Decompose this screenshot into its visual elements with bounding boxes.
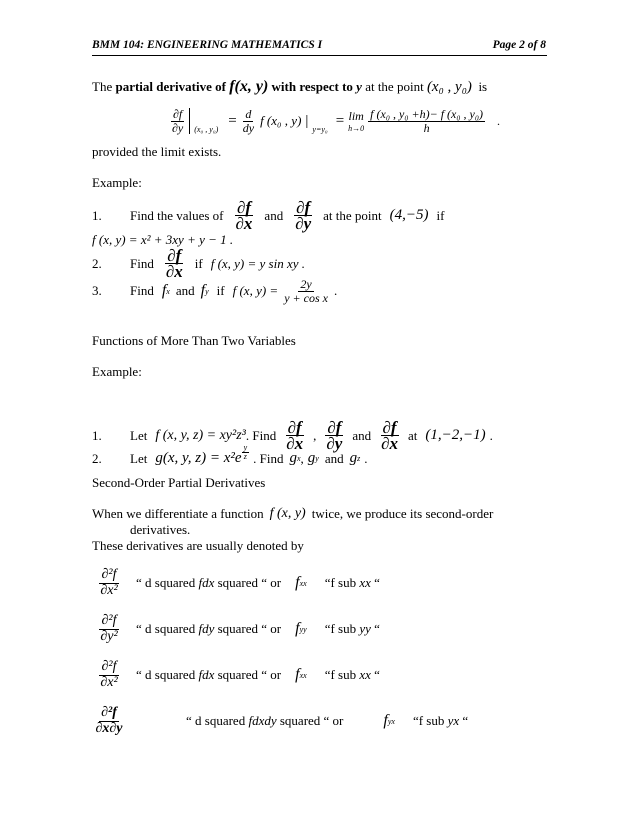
paragraph-function: f (x, y) (269, 506, 306, 521)
item-if: if (216, 283, 225, 299)
definition-intro (92, 78, 487, 96)
partial-f-partial-y (293, 200, 313, 232)
item-number: 3. (92, 283, 102, 299)
item-and: and (175, 283, 195, 299)
subscript-symbol: f (383, 712, 388, 730)
gy-symbol: g (307, 450, 316, 466)
item-and: and (324, 450, 344, 466)
d-over-dy (241, 108, 256, 134)
item-number: 2. (92, 255, 102, 271)
reading-a: “f sub (324, 575, 360, 591)
second-partial-denominator: ∂x² (100, 582, 118, 598)
item-at: at (408, 427, 418, 443)
item-expression: f (x, y, z) = xy²z³ (155, 427, 246, 443)
reading (325, 621, 380, 637)
item-if: if (194, 255, 203, 271)
partial-f-partial-x (164, 248, 185, 280)
reading-var: yy (359, 621, 371, 637)
limit-note: provided the limit exists. (92, 144, 222, 159)
item-text2: at the point (323, 207, 382, 223)
reading-a: “f sub (412, 713, 448, 729)
partial-f-partial-x-2 (379, 420, 400, 452)
item-find: . Find (245, 427, 277, 443)
notation-row (92, 660, 380, 690)
reading (413, 713, 468, 729)
pronunciation-b: squared “ or (214, 575, 282, 591)
second-partial-denominator: ∂x² (100, 674, 118, 690)
item-lhs: f (x, y) = (232, 283, 279, 299)
example1-item-1 (92, 200, 444, 232)
example2-item-2: 2. Let g(x, y, z) = x²e $\frac{y}{z}$ . Find g x , g y and g z . (92, 443, 368, 466)
reading-b: “ (370, 575, 380, 591)
lim-subscript: h→0 (348, 124, 365, 134)
pronunciation-b: squared “ or (276, 713, 344, 729)
limit (348, 109, 364, 133)
gx-symbol: g (289, 450, 297, 466)
pd-den: ∂x (235, 214, 253, 234)
f-x0-y: f (x₀ , y) (260, 113, 302, 129)
section-title-second-order: Second-Order Partial Derivatives (92, 475, 266, 490)
course-header: BMM 104: ENGINEERING MATHEMATICS I (92, 39, 323, 51)
example1-item-2 (92, 248, 305, 280)
item-point: (1,−2,−1) (425, 427, 486, 444)
pd-den: ∂x (381, 434, 399, 454)
fraction-numerator: 2y (300, 277, 312, 291)
partial-f-partial-x (234, 200, 255, 232)
pd-den: ∂x (286, 434, 304, 454)
pd-num: ∂f (287, 418, 302, 437)
item-text: Find (130, 283, 154, 299)
subscript-symbol: f (295, 574, 300, 592)
reading-b: “ (459, 713, 469, 729)
pronunciation-f: fdy (198, 621, 215, 637)
fraction-denominator: y + cos x (284, 290, 328, 305)
item-and: and (264, 207, 284, 223)
paragraph-text: When we differentiate a function (92, 506, 264, 521)
partial-f-partial-x (284, 420, 305, 452)
dq-denominator: h (423, 120, 430, 135)
pd-num: ∂f (296, 198, 311, 217)
item-text: Let (130, 450, 148, 466)
formula-period: . (497, 113, 501, 128)
subscript-label: xx (299, 670, 307, 680)
intro-text2: at the point (361, 79, 427, 94)
example1-item-1-function: f (x, y) = x² + 3xy + y − 1 . (92, 232, 234, 247)
page-number: Page 2 of 8 (492, 39, 546, 51)
reading (325, 667, 380, 683)
equals-1: = (228, 112, 237, 129)
item-expression: g(x, y, z) = x²e (155, 450, 242, 466)
item-text: Find (130, 255, 154, 271)
example2-item-1 (92, 420, 493, 452)
second-partial-denominator: ∂x∂y (95, 720, 123, 736)
gz-symbol: g (349, 450, 358, 466)
pd-den: ∂x (165, 262, 183, 282)
reading-var: xx (359, 575, 371, 591)
reading (325, 575, 380, 591)
dq-numerator: f (x₀ , y₀ +h)− f (x₀ , y₀) (370, 107, 484, 121)
item-comma: , (313, 427, 317, 443)
fx-symbol: f (161, 282, 167, 300)
pronunciation (136, 667, 281, 683)
partial-f-over-partial-y (170, 108, 185, 134)
intro-variable: y (356, 79, 362, 94)
second-partial-numerator: ∂²f (101, 659, 117, 674)
item-number: 1. (92, 427, 102, 443)
pronunciation-f: fdx (198, 667, 215, 683)
item-period: . (333, 283, 338, 299)
header-rule (92, 55, 547, 56)
item-text: Let (130, 427, 148, 443)
d-denominator: dy (242, 120, 255, 135)
equals-2: = (335, 112, 345, 129)
example-heading-2: Example: (92, 364, 142, 379)
item-point: (4,−5) (389, 207, 429, 224)
fx-subscript: x (166, 286, 170, 296)
lim-text: lim (348, 109, 364, 124)
fy-subscript: y (205, 286, 209, 296)
subscript-label: yy (299, 624, 307, 634)
intro-point: (x₀ , y₀) (426, 79, 472, 95)
eval-subscript: y=y₀ (312, 125, 328, 135)
reading-a: “f sub (324, 667, 360, 683)
lhs-denominator: ∂y (172, 120, 184, 135)
pd-num: ∂f (236, 198, 251, 217)
pronunciation-a: “ d squared (186, 713, 249, 729)
subscript-label: xx (299, 578, 307, 588)
second-partial-fraction (92, 568, 126, 598)
exponent-numerator: y (243, 443, 248, 452)
item-fraction (282, 278, 330, 304)
item-number: 2. (92, 450, 102, 466)
pronunciation-b: squared “ or (214, 667, 282, 683)
item-number: 1. (92, 207, 102, 223)
intro-bold2: with respect to (268, 79, 357, 94)
reading-a: “f sub (324, 621, 360, 637)
example-heading-1: Example: (92, 175, 142, 190)
pd-num: ∂f (382, 418, 397, 437)
notation-row (92, 706, 468, 736)
reading-b: “ (370, 667, 380, 683)
pronunciation-a: “ d squared (136, 575, 199, 591)
lhs-subscript: (x₀ , y₀) (194, 125, 219, 135)
gz-subscript: z (357, 454, 361, 463)
pronunciation (136, 621, 281, 637)
pd-num: ∂f (327, 418, 342, 437)
notation-row (92, 568, 380, 598)
reading-var: yx (447, 713, 460, 729)
pd-num: ∂f (167, 246, 182, 265)
reading-b: “ (370, 621, 380, 637)
intro-bold: partial derivative of (115, 79, 230, 94)
evaluation-bar (189, 108, 190, 134)
pronunciation-f: fdx (198, 575, 215, 591)
second-partial-fraction (92, 706, 126, 736)
pronunciation-a: “ d squared (136, 621, 199, 637)
second-partial-numerator: ∂²f (101, 567, 117, 582)
example1-item-3 (92, 278, 337, 304)
fy-symbol: f (200, 282, 206, 300)
item-expression: f (x, y) = y sin xy . (210, 255, 306, 271)
second-partial-denominator: ∂y² (100, 628, 118, 644)
definition-formula: $\frac{\partial f}{\partial y}$ (x₀ , y₀) = $\frac{d}{dy}$ f (x₀ , y) | y=y₀ = lim h→0 $\frac{\text{f (x₀ , y₀ +h)− f (x₀ , y₀)}}{h}$ . (172, 107, 501, 135)
notation-row (92, 614, 380, 644)
second-partial-numerator: ∂²f (101, 705, 117, 720)
item-and: and (352, 427, 372, 443)
item-period: . (364, 450, 368, 466)
paragraph-continuation: derivatives. (130, 522, 191, 537)
pronunciation (136, 575, 281, 591)
exponent-fraction (242, 444, 250, 462)
intro-text3: is (475, 79, 488, 94)
item-find: . Find (253, 450, 284, 466)
pronunciation-a: “ d squared (136, 667, 199, 683)
item-period: . (489, 427, 493, 443)
lhs-numerator: ∂f (173, 107, 183, 121)
notation-intro: These derivatives are usually denoted by (92, 538, 304, 553)
subscript-label: yx (387, 716, 395, 726)
intro-function: f(x, y) (229, 78, 269, 95)
second-partial-fraction (92, 614, 126, 644)
intro-text: The (92, 79, 116, 94)
exponent-denominator: z (243, 452, 247, 462)
reading-var: xx (359, 667, 371, 683)
partial-f-partial-y (324, 420, 344, 452)
pd-den: ∂y (326, 434, 343, 454)
difference-quotient (368, 108, 485, 134)
gy-subscript: y (315, 454, 319, 463)
pronunciation-b: squared “ or (214, 621, 282, 637)
pd-den: ∂y (295, 214, 312, 234)
second-partial-numerator: ∂²f (101, 613, 117, 628)
item-if: if (436, 207, 445, 223)
subscript-symbol: f (295, 620, 300, 638)
second-partial-fraction (92, 660, 126, 690)
gx-subscript: x (296, 454, 301, 463)
item-text: Find the values of (130, 207, 224, 223)
pronunciation (186, 713, 343, 729)
d-numerator: d (245, 107, 252, 121)
pronunciation-f: fdxdy (248, 713, 277, 729)
second-order-paragraph (92, 506, 493, 522)
section-title-multivariable: Functions of More Than Two Variables (92, 333, 296, 348)
subscript-symbol: f (295, 666, 300, 684)
paragraph-text2: twice, we produce its second-order (311, 506, 494, 521)
